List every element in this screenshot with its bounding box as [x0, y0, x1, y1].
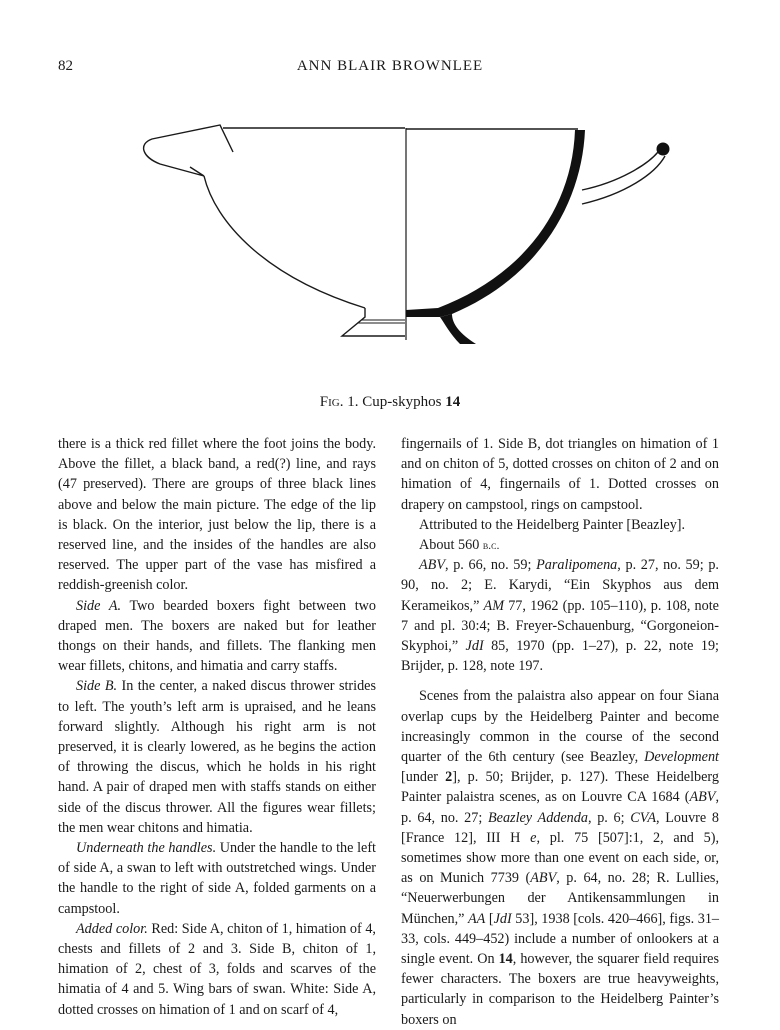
bib-abv: ABV	[419, 557, 445, 574]
bib-text: , p. 27, no. 59; p. 90, no. 2; E. Karydi, “Ein Skyphos aus dem Kerameikos,”	[401, 557, 719, 614]
para-addenda: Beazley Addenda	[487, 809, 588, 826]
caption-prefix: Fig. 1.	[319, 394, 359, 410]
para-text: 53], 1938 [cols. 420–466], figs. 31–33, cols. 449–452) include a number of onlookers at a single event. On	[401, 910, 720, 968]
para-jdi: JdI	[493, 910, 512, 927]
para-cat-number: 14	[498, 951, 513, 968]
date-text: About 560	[419, 537, 483, 554]
para-text: Scenes from the palaistra also appear on four Siana overlap cups by the Heidelberg Painter and become increasingly common in the course of the second quarter of the 6th century (see Beazley,	[401, 688, 719, 766]
para-text: , p. 64, no. 27;	[401, 789, 719, 826]
para-text: [	[485, 910, 494, 927]
para-cat-number: 2	[445, 769, 453, 786]
running-head: ANN BLAIR BROWNLEE	[296, 58, 484, 74]
bib-text: , p. 66, no. 59;	[445, 557, 537, 574]
para-e: e	[530, 829, 537, 846]
paragraph: fingernails of 1. Side B, dot triangles on himation of 1 and on chiton of 5, dotted crosses on chiton of 2 and on himation of 4, fingernails of 1. Dotted crosses on drapery on campstool, rings on campstool.	[401, 436, 719, 513]
discussion-paragraph	[401, 686, 719, 1029]
paragraph-lead: Side B.	[76, 678, 118, 695]
paragraph-side-b	[58, 676, 376, 838]
paragraph-lead: Side A.	[76, 597, 122, 614]
para-text: ], p. 50; Brijder, p. 127). These Heidelberg Painter palaistra scenes, as on Louvre CA 1684 (	[401, 769, 719, 806]
paragraph-text: Two bearded boxers fight between two draped men. The boxers are naked but for leather thongs on their hands, and fillets. The flanking men wear fillets, chitons, and himatia and carry staffs.	[58, 597, 376, 675]
paragraph-text: Red: Side A, chiton of 1, himation of 4, chests and fillets of 2 and 3. Side B, chiton of 1, himation of 2, chest of 3, folds and scarves of the himatia of 4 and 5. Wing bars of swan. White: Side A, dotted crosses on himation of 1 and on scarf of 4,	[58, 920, 376, 1018]
figure-caption	[0, 394, 780, 411]
paragraph-handles	[58, 838, 376, 919]
cup-skyphos-profile-drawing	[120, 112, 680, 377]
paragraph-lead: Underneath the handles.	[76, 840, 217, 857]
caption-text: Cup-skyphos	[358, 394, 446, 410]
para-cva: CVA	[630, 809, 656, 826]
right-handle-terminal	[657, 143, 670, 156]
para-text: , p. 64, no. 28; R. Lullies, “Neuerwerbungen der Antikensammlungen in München,”	[401, 870, 719, 927]
page-number: 82	[58, 58, 73, 74]
paragraph-side-a	[58, 596, 376, 677]
para-text: , p. 6;	[587, 809, 631, 826]
attribution: Attributed to the Heidelberg Painter [Beazley].	[419, 516, 686, 533]
para-aa: AA	[467, 910, 486, 927]
left-handle-outline	[144, 125, 233, 176]
right-foot-section	[440, 314, 476, 344]
bib-text: 77, 1962 (pp. 105–110), p. 108, note 7 and pl. 30:4; B. Freyer-Schauenburg, “Gorgoneion-Skyphoi,”	[401, 597, 719, 655]
para-text: , Louvre 8 [France 12], III H	[401, 809, 719, 846]
para-development: Development	[644, 749, 719, 766]
date-era: b.c.	[482, 538, 500, 553]
left-bowl-outline	[204, 176, 365, 308]
para-abv: ABV	[689, 789, 716, 806]
paragraph-text: Under the handle to the left of side A, a swan to left with outstretched wings. Under the handle to the right of side A, folded garments on a campstool.	[58, 840, 376, 917]
left-foot-outline	[342, 308, 405, 336]
para-abv: ABV	[530, 870, 557, 887]
bib-jdi: JdI	[465, 638, 484, 655]
paragraph: there is a thick red fillet where the foot joins the body. Above the fillet, a black band, a red(?) line, and rays (47 preserved). There are groups of three black lines above and below the main picture. The edge of the lip is black. On the interior, just below the lip, there is a reserved line, and the insides of the handles are also reserved. The upper part of the vase has misfired a reddish-greenish color.	[58, 436, 376, 594]
bib-text: 85, 1970 (pp. 1–27), p. 22, note 19; Brijder, p. 128, note 197.	[401, 638, 719, 675]
date	[401, 535, 719, 555]
para-text: , pl. 75 [507]:1, 2, and 5), sometimes show more than one event on each side, or, as on Munich 7739 (	[401, 829, 720, 887]
bib-am: AM	[483, 597, 505, 614]
paragraph-added-color	[58, 919, 376, 1020]
left-column	[58, 434, 376, 1020]
right-column	[401, 434, 719, 1030]
caption-number: 14	[445, 394, 461, 410]
para-text: , however, the squarer field requires fewer characters. The boxers are true heavyweights, particularly in comparison to the Heidelberg Painter’s boxers on	[401, 951, 719, 1028]
para-text: [under	[401, 769, 446, 786]
bibliography	[401, 555, 719, 676]
paragraph-lead: Added color.	[76, 920, 148, 937]
right-handle-outline	[582, 152, 665, 204]
bib-paralipomena: Paralipomena	[536, 557, 618, 574]
paragraph-text: In the center, a naked discus thrower strides to left. The youth’s left arm is upraised, and he leans forward slightly. Although his right arm is not preserved, it is clearly lowered, as he begins the action of throwing the discus, which he holds in his right hand. A pair of draped men with staffs stands on either side of the discus thrower. All the figures wear fillets; the men wear chitons and himatia.	[58, 678, 376, 836]
right-wall-section	[406, 130, 585, 317]
